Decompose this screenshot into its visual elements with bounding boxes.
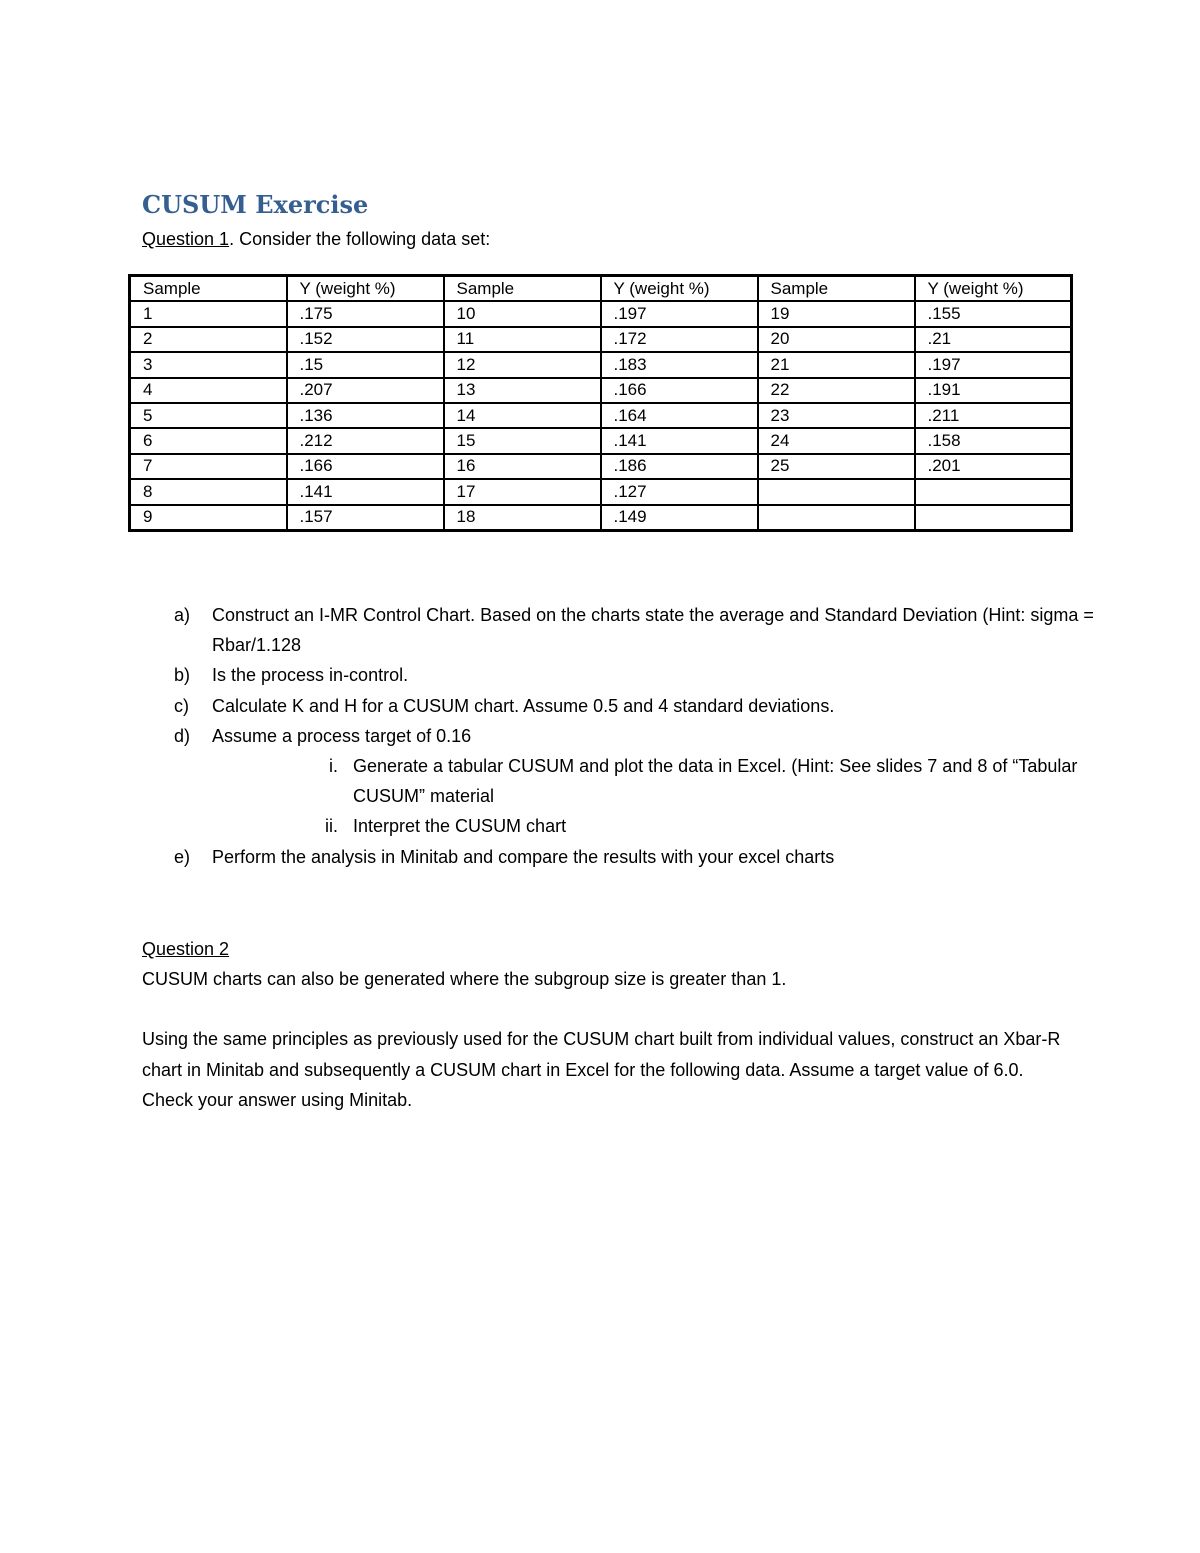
table-row: [130, 479, 1072, 504]
table-row: [130, 428, 1072, 453]
task-list: [142, 600, 1102, 872]
table-cell: .211: [915, 403, 1072, 428]
table-header-row: [130, 276, 1072, 302]
task-item-e: [142, 842, 1102, 872]
table-cell: 4: [130, 378, 287, 403]
table-cell: .212: [287, 428, 444, 453]
table-cell: .141: [601, 428, 758, 453]
table-cell: [758, 505, 915, 531]
table-header-cell: Y (weight %): [287, 276, 444, 302]
task-item-a: [142, 600, 1102, 660]
table-cell: .136: [287, 403, 444, 428]
table-cell: .164: [601, 403, 758, 428]
table-cell: 10: [444, 301, 601, 326]
question-2-paragraph: Using the same principles as previously used for the CUSUM chart built from individual values, construct an Xbar-R chart in Minitab and subsequently a CUSUM chart in Excel for the following data. Assume a target value of 6.0.: [142, 1029, 1061, 1080]
table-cell: [915, 479, 1072, 504]
question-1-heading: [142, 227, 490, 251]
table-cell: 2: [130, 327, 287, 352]
task-text: Calculate K and H for a CUSUM chart. Assume 0.5 and 4 standard deviations.: [212, 695, 835, 716]
table-cell: 25: [758, 454, 915, 479]
table-cell: 11: [444, 327, 601, 352]
table-cell: 23: [758, 403, 915, 428]
table-header-cell: Y (weight %): [915, 276, 1072, 302]
task-text: Assume a process target of 0.16: [212, 725, 472, 746]
question-1-label: Question 1: [142, 229, 230, 249]
table-cell: .197: [915, 352, 1072, 377]
subtask-marker: i.: [329, 756, 338, 777]
table-cell: 24: [758, 428, 915, 453]
table-cell: 5: [130, 403, 287, 428]
table-cell: .191: [915, 378, 1072, 403]
table-row: [130, 352, 1072, 377]
table-cell: .21: [915, 327, 1072, 352]
task-item-d: [142, 721, 1102, 751]
task-text: Construct an I-MR Control Chart. Based on the charts state the average and Standard Deviation (Hint: sigma = Rbar/1.128: [212, 605, 1094, 656]
table-cell: .166: [601, 378, 758, 403]
table-cell: .155: [915, 301, 1072, 326]
table-row: [130, 327, 1072, 352]
table-cell: 8: [130, 479, 287, 504]
table-cell: .183: [601, 352, 758, 377]
question-2-check: Check your answer using Minitab.: [142, 1089, 413, 1110]
subtask-item-i: [142, 751, 1102, 811]
table-cell: .152: [287, 327, 444, 352]
table-cell: 12: [444, 352, 601, 377]
table-cell: .186: [601, 454, 758, 479]
task-item-c: [142, 691, 1102, 721]
question-1-intro: . Consider the following data set:: [229, 229, 491, 249]
question-2-label: Question 2: [142, 939, 230, 959]
table-cell: 19: [758, 301, 915, 326]
table-cell: [915, 505, 1072, 531]
table-row: [130, 403, 1072, 428]
task-marker: a): [174, 605, 191, 625]
table-cell: 14: [444, 403, 601, 428]
subtask-text: Generate a tabular CUSUM and plot the data in Excel. (Hint: See slides 7 and 8 of “Tabular CUSUM” material: [353, 756, 1078, 807]
table-cell: 15: [444, 428, 601, 453]
paragraph-gap: [142, 994, 1082, 1024]
table-cell: 1: [130, 301, 287, 326]
task-marker: b): [174, 665, 191, 686]
table-cell: 17: [444, 479, 601, 504]
table-cell: .207: [287, 378, 444, 403]
page-title: CUSUM Exercise: [142, 190, 369, 219]
table-cell: .158: [915, 428, 1072, 453]
table-cell: 16: [444, 454, 601, 479]
table-cell: .197: [601, 301, 758, 326]
table-cell: .175: [287, 301, 444, 326]
table-cell: .141: [287, 479, 444, 504]
table-cell: 3: [130, 352, 287, 377]
table-header-cell: Sample: [130, 276, 287, 302]
task-item-b: [142, 660, 1102, 690]
subtask-item-ii: [142, 811, 1102, 841]
question-2-line: CUSUM charts can also be generated where the subgroup size is greater than 1.: [142, 969, 787, 990]
task-text: Is the process in-control.: [212, 665, 409, 686]
table-cell: 20: [758, 327, 915, 352]
table-cell: [758, 479, 915, 504]
table-cell: .201: [915, 454, 1072, 479]
task-marker: c): [174, 695, 189, 716]
table-row: [130, 505, 1072, 531]
table-cell: .15: [287, 352, 444, 377]
table-cell: .149: [601, 505, 758, 531]
table-cell: 13: [444, 378, 601, 403]
table-row: [130, 301, 1072, 326]
table-row: [130, 378, 1072, 403]
table-header-cell: Y (weight %): [601, 276, 758, 302]
table-cell: .172: [601, 327, 758, 352]
data-table: [128, 274, 1073, 532]
table-cell: .127: [601, 479, 758, 504]
table-header-cell: Sample: [758, 276, 915, 302]
table-cell: 22: [758, 378, 915, 403]
subtask-marker: ii.: [325, 816, 338, 837]
question-2-section: [142, 934, 1082, 1115]
table-cell: .157: [287, 505, 444, 531]
task-marker: d): [174, 725, 191, 746]
table-row: [130, 454, 1072, 479]
table-cell: 21: [758, 352, 915, 377]
table-cell: 18: [444, 505, 601, 531]
table-cell: 6: [130, 428, 287, 453]
subtask-text: Interpret the CUSUM chart: [353, 816, 567, 837]
table-cell: 9: [130, 505, 287, 531]
task-marker: e): [174, 846, 191, 867]
table-cell: 7: [130, 454, 287, 479]
task-text: Perform the analysis in Minitab and compare the results with your excel charts: [212, 846, 835, 867]
table-header-cell: Sample: [444, 276, 601, 302]
table-cell: .166: [287, 454, 444, 479]
